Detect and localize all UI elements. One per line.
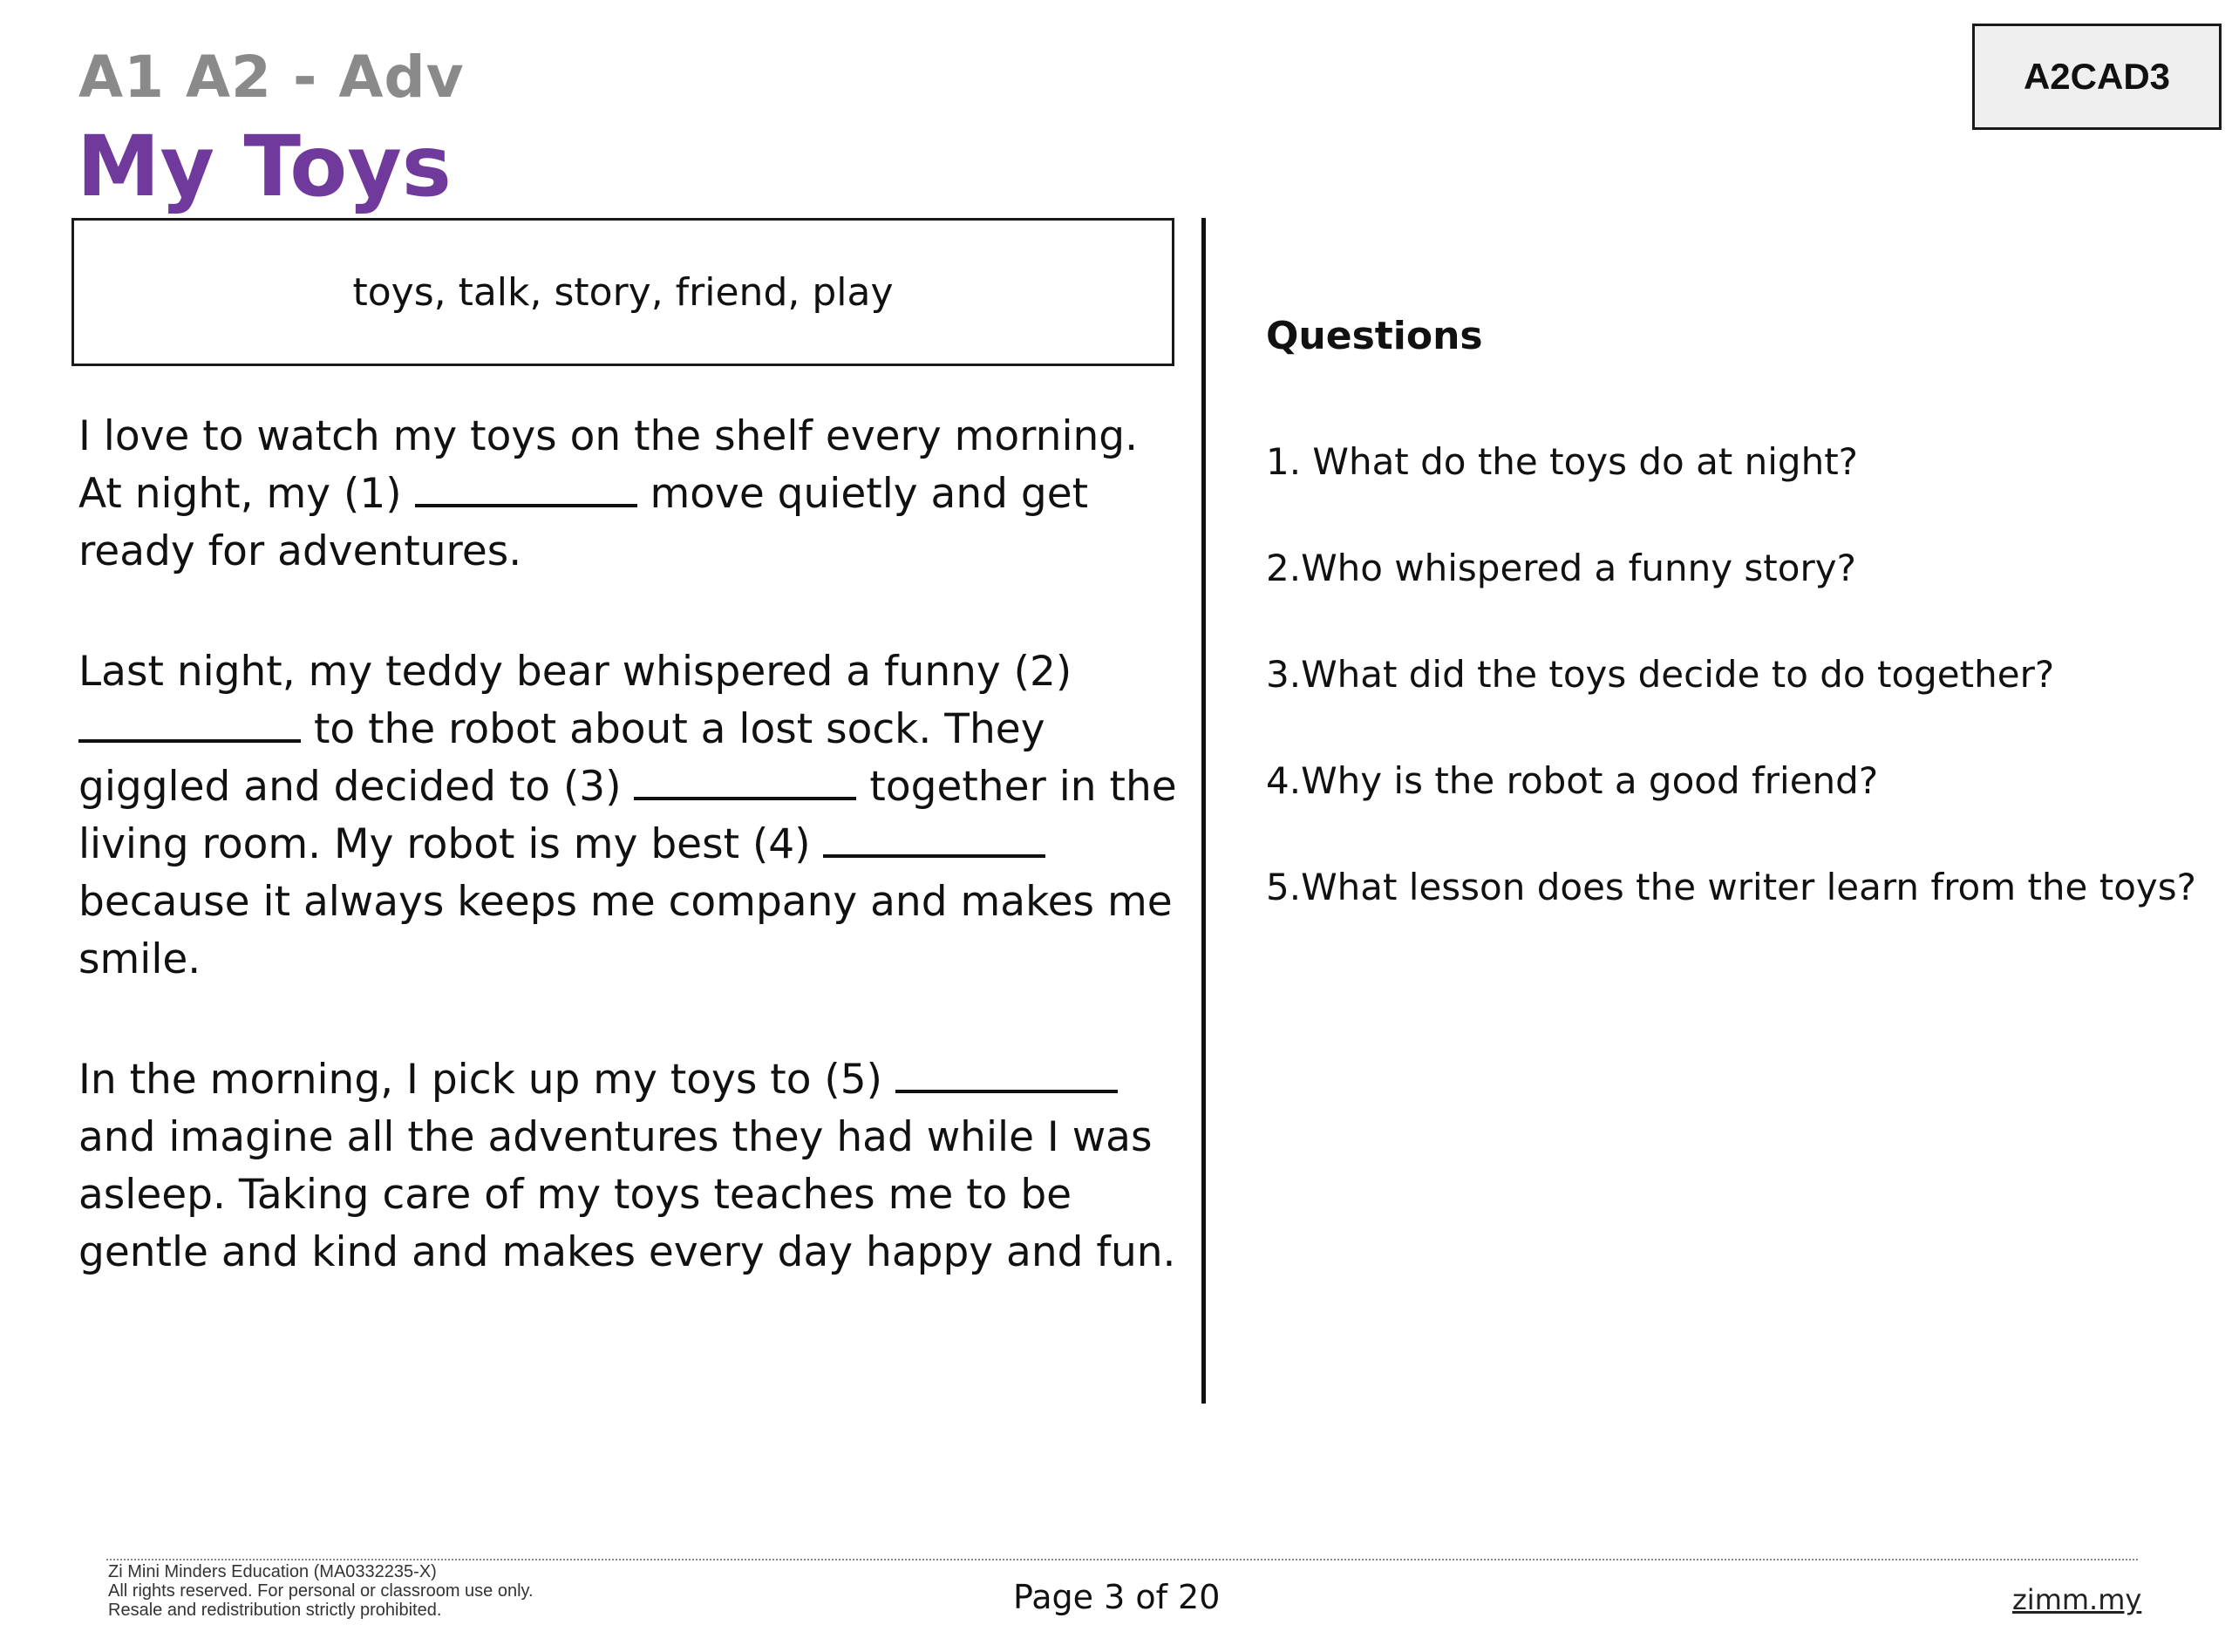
passage-text: I love to watch my toys on the shelf every morning. At night, my (1)	[78, 412, 1139, 518]
word-bank	[71, 218, 1174, 366]
question-item: 2.Who whispered a funny story?	[1266, 547, 1856, 589]
question-item: 1. What do the toys do at night?	[1266, 440, 1858, 483]
passage-text: In the morning, I pick up my toys to (5)	[78, 1056, 895, 1104]
worksheet-code-badge: A2CAD3	[1972, 24, 2222, 130]
blank-5	[895, 1051, 1118, 1093]
footer-rights: All rights reserved. For personal or classroom use only.	[108, 1581, 534, 1601]
questions-list	[1266, 436, 2196, 968]
website-link[interactable]: zimm.my	[2012, 1583, 2142, 1616]
blank-3	[634, 758, 856, 800]
passage-text: to the robot about a lost sock. They giggled and decided to (3)	[78, 705, 1045, 811]
question-item: 5.What lesson does the writer learn from the toys?	[1266, 866, 2196, 908]
question-item: 3.What did the toys decide to do together?	[1266, 653, 2055, 696]
page-number: Page 3 of 20	[1013, 1578, 1221, 1616]
passage-text: Last night, my teddy bear whispered a funny (2)	[78, 648, 1072, 696]
blank-2	[78, 701, 301, 743]
question-item: 4.Why is the robot a good friend?	[1266, 759, 1879, 802]
footer-company: Zi Mini Minders Education (MA0332235-X)	[108, 1562, 437, 1581]
passage	[78, 408, 1177, 1344]
level-label: A1 A2 - Adv	[78, 44, 465, 111]
word-bank-text: toys, talk, story, friend, play	[352, 269, 894, 315]
passage-paragraph-2	[78, 643, 1177, 989]
passage-text: because it always keeps me company and makes me smile.	[78, 878, 1173, 983]
questions-heading: Questions	[1266, 314, 1483, 358]
passage-text: and imagine all the adventures they had while I was asleep. Taking care of my toys teaches me to be gentle and kind and makes every day happy and fun.	[78, 1113, 1176, 1276]
blank-4	[823, 816, 1045, 858]
passage-paragraph-3	[78, 1051, 1177, 1281]
passage-text: move quietly and get ready for adventures.	[78, 470, 1089, 575]
footer-copyright	[108, 1562, 534, 1620]
footer-divider	[106, 1559, 2138, 1560]
passage-text: together in the living room. My robot is my best (4)	[78, 763, 1177, 868]
column-divider	[1201, 218, 1206, 1404]
page-title: My Toys	[77, 118, 452, 215]
footer-resale: Resale and redistribution strictly prohibited.	[108, 1601, 442, 1620]
blank-1	[415, 466, 637, 507]
passage-paragraph-1	[78, 408, 1177, 581]
